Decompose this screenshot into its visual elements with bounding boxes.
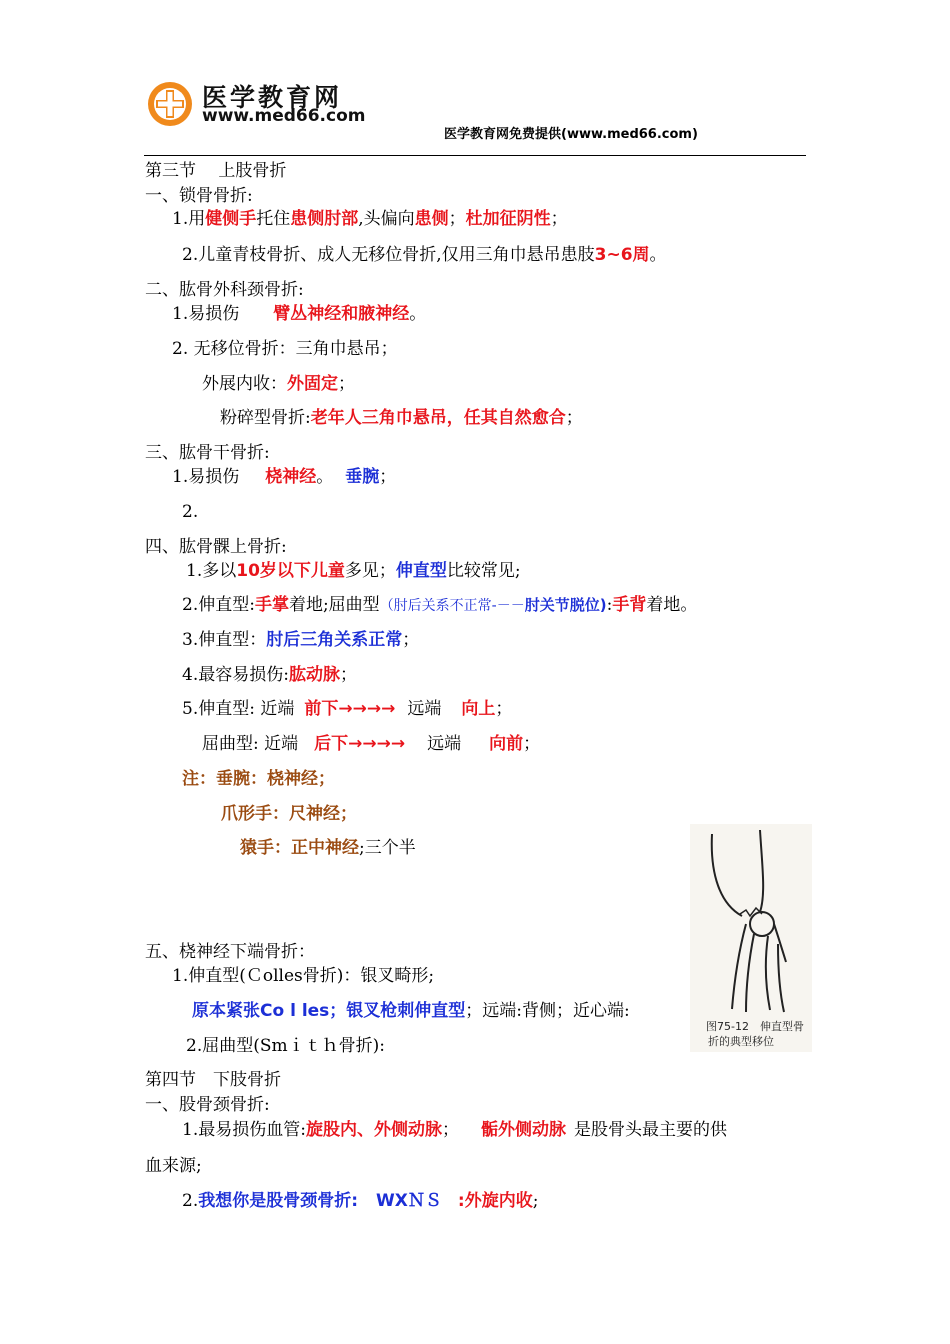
heading-surgical-neck: 二、肱骨外科颈骨折: bbox=[145, 280, 304, 300]
logo-url: www.med66.com bbox=[202, 106, 366, 126]
heading-clavicle: 一、锁骨骨折: bbox=[145, 186, 253, 206]
line-supracondylar-2: 2.伸直型:手掌着地;屈曲型（肘后关系不正常-－－肘关节脱位):手背着地。 bbox=[182, 595, 698, 615]
elbow-bone-drawing bbox=[690, 824, 812, 1014]
line-distal-radius-2: 原本紧张Co l les；银叉枪刺伸直型；远端:背侧；近心端: bbox=[192, 1001, 630, 1021]
heading-femoral-neck: 一、股骨颈骨折: bbox=[145, 1095, 270, 1115]
line-surgical-neck-4: 粉碎型骨折:老年人三角巾悬吊，任其自然愈合； bbox=[220, 408, 583, 428]
figure-elbow-fracture bbox=[690, 824, 812, 1052]
line-femoral-neck-1: 1.最易损伤血管:旋股内、外侧动脉； 骺外侧动脉 是股骨头最主要的供 bbox=[182, 1120, 727, 1140]
line-clavicle-1: 1.用健侧手托住患侧肘部,头偏向患侧；杜加征阴性； bbox=[172, 209, 568, 229]
header-divider bbox=[144, 155, 806, 156]
provided-by-text: 医学教育网免费提供(www.med66.com) bbox=[444, 127, 698, 142]
line-distal-radius-3: 2.屈曲型(Smｉｔｈ骨折): bbox=[186, 1036, 385, 1056]
line-shaft-1: 1.易损伤 桡神经。 垂腕； bbox=[172, 467, 397, 487]
logo-name: 医学教育网 bbox=[202, 83, 343, 112]
heading-supracondylar: 四、肱骨髁上骨折: bbox=[145, 537, 287, 557]
logo-emblem-icon bbox=[146, 80, 194, 128]
line-femoral-neck-1-cont: 血来源; bbox=[145, 1156, 202, 1176]
line-shaft-2: 2. bbox=[182, 502, 199, 522]
heading-shaft: 三、肱骨干骨折: bbox=[145, 443, 270, 463]
line-supracondylar-5: 5.伸直型: 近端 前下→→→→ 远端 向上； bbox=[182, 699, 513, 719]
heading-distal-radius: 五、桡神经下端骨折： bbox=[145, 942, 315, 962]
note-claw-hand: 爪形手：尺神经； bbox=[221, 804, 357, 824]
line-surgical-neck-3: 外展内收：外固定； bbox=[202, 374, 355, 394]
section-title-lower-limb: 第四节 下肢骨折 bbox=[145, 1070, 281, 1090]
note-ape-hand: 猿手：正中神经;三个半 bbox=[240, 838, 416, 858]
line-surgical-neck-2: 2. 无移位骨折：三角巾悬吊； bbox=[172, 339, 398, 359]
figure-caption-line2: 折的典型移位 bbox=[708, 1035, 774, 1048]
line-surgical-neck-1: 1.易损伤 臂丛神经和腋神经。 bbox=[172, 304, 427, 324]
line-supracondylar-3: 3.伸直型：肘后三角关系正常； bbox=[182, 630, 420, 650]
line-clavicle-2: 2.儿童青枝骨折、成人无移位骨折,仅用三角巾悬吊患肢3~6周。 bbox=[182, 245, 667, 265]
line-femoral-neck-2: 2.我想你是股骨颈骨折: WXＮＳ :外旋内收; bbox=[182, 1191, 539, 1211]
line-supracondylar-1: 1.多以10岁以下儿童多见；伸直型比较常见; bbox=[186, 561, 521, 581]
note-wrist-drop: 注：垂腕：桡神经； bbox=[182, 769, 335, 789]
figure-caption-line1: 图75-12 伸直型骨 bbox=[706, 1020, 804, 1033]
line-supracondylar-6: 屈曲型: 近端 后下→→→→ 远端 向前； bbox=[202, 734, 541, 754]
line-distal-radius-1: 1.伸直型(Ｃolles骨折)：银叉畸形; bbox=[172, 966, 435, 986]
section-title: 第三节 上肢骨折 bbox=[145, 161, 287, 181]
line-supracondylar-4: 4.最容易损伤:肱动脉； bbox=[182, 665, 357, 685]
